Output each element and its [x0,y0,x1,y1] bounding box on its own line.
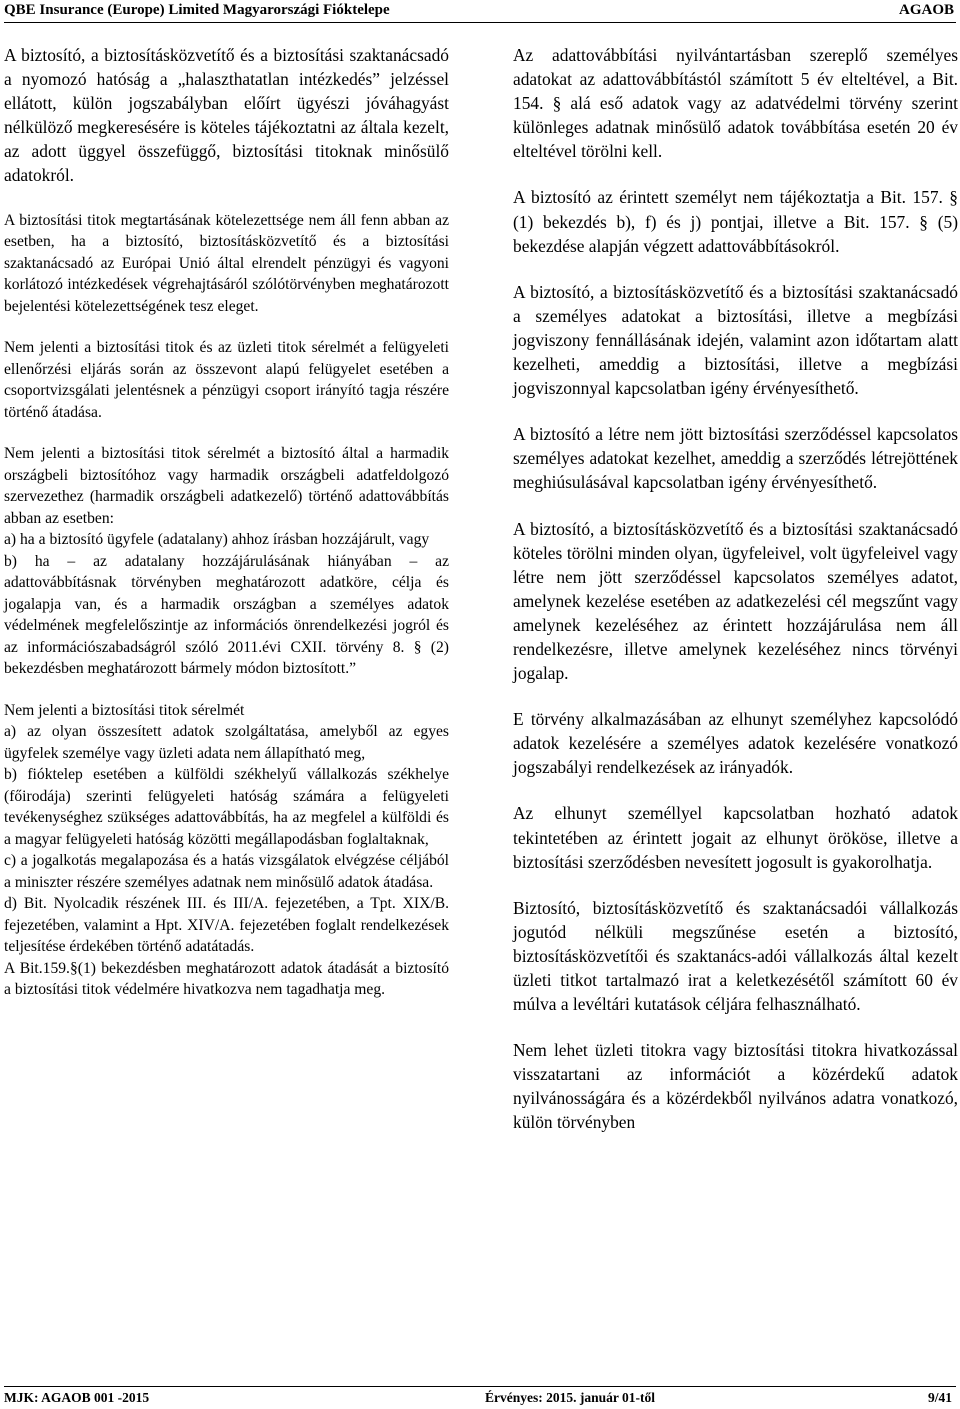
no-breach-intro: Nem jelenti a biztosítási titok sérelmét [4,701,245,719]
document-code: AGAOB [898,2,954,18]
paragraph-data-retention: A biztosító, a biztosításközvetítő és a biztosítási szaktanácsadó a személyes adatokat a biztosítási, illetve a megbízási jogviszony fennállásának idején, valamint azon időtartam alatt kezelheti, ameddig a biztosítási, illetve a megbízási jogviszonnyal kapcsolatban igény érvényesíthető. [513,281,958,399]
no-breach-item-c: c) a jogalkotás megalapozása és a hatás vizsgálatok elvégzése céljából a miniszter részére személyes adatnak nem minősülő adatok átadása. [4,852,449,891]
page-footer [4,1386,956,1409]
paragraph-deceased-rights: Az elhunyt személlyel kapcsolatban hozható adatok tekintetében az érintett jogait az elhunyt örököse, illetve a biztosítási szerződésben nevesített jogosult is gyakorolhatja. [513,803,958,872]
no-breach-item-e: A Bit.159.§(1) bekezdésben meghatározott adatok átadását a biztosító a biztosítási titok védelmére hivatkozva nem tagadhatja meg. [4,959,449,999]
paragraph-third-country-transfer [4,443,449,680]
no-breach-item-d: d) Bit. Nyolcadik részének III. és III/A. fejezetében, a Tpt. XIX/B. fejezetében, valamint a Hpt. XIV/A. fejezetében foglalt rendelkezések teljesítése érdekében történő adatátadás. [4,895,449,956]
transfer-intro: Nem jelenti a biztosítási titok sérelmét a biztosító által a harmadik országbeli biztosítóhoz vagy harmadik országbeli adatfeldolgozó szervezethez (harmadik országbeli adatkezelő) történő adattovábbítás abban az esetben: [4,445,449,527]
footer-document-id: MJK: AGAOB 001 -2015 [4,1390,150,1405]
paragraph-deletion-periods: Az adattovábbítási nyilvántartásban szereplő személyes adatokat az adattovábbítástól számított 5 év elteltével, a Bit. 154. § alá eső adatok vagy az adatvédelmi törvény szerint különleges adatnak minősülő adatok továbbítása esetén 20 év elteltével törölni kell. [513,45,958,162]
paragraph-archive-use: Biztosító, biztosításközvetítő és szaktanácsadói vállalkozás jogutód nélküli megszűnése esetén a biztosító, biztosításközvetítői és szaktanács-adói vállalkozás által kezelt üzleti titkot tartalmazó irat a keletkezésétől számított 60 év múlva a levéltári kutatások céljára felhasználható. [513,897,958,1015]
paragraph-failed-contract-data: A biztosító a létre nem jött biztosítási szerződéssel kapcsolatos személyes adatokat kezelhet, ameddig a szerződés létrejöttének meghiúsulásával kapcsolatban igény érvényesíthető. [513,424,958,493]
transfer-item-a: a) ha a biztosító ügyfele (adatalany) ahhoz írásban hozzájárult, vagy [4,531,430,549]
paragraph-no-notification: A biztosító az érintett személyt nem tájékoztatja a Bit. 157. § (1) bekezdés b), f) és j) pontjai, illetve a Bit. 157. § (5) bekezdése alapján végzett adattovábbításokról. [513,187,958,256]
paragraph-eu-sanctions-exception: A biztosítási titok megtartásának kötelezettsége nem áll fenn abban az esetben, ha a biztosító, biztosításközvetítő és a biztosítási szaktanácsadó az Európai Unió által elrendelt pénzügyi és vagyoni korlátozó intézkedések végrehajtásáról szólótörvényben meghatározott bejelentési kötelezettségének tesz eleget. [4,211,449,315]
page-header [4,0,956,23]
no-breach-item-a: a) az olyan összesített adatok szolgáltatása, amelyből az egyes ügyfelek személye vagy üzleti adata nem állapítható meg, [4,723,449,762]
transfer-item-b: b) ha – az adatalany hozzájárulásának hiányában – az adattovábbításnak törvényben meghatározott adatköre, célja és jogalapja van, és a harmadik országban a személyes adatok védelmének megfelelőszintje az információs önrendelkezési jogról és az információszabadságról szóló 2011.évi CXII. törvény 8. § (2) bekezdésben meghatározott bármely módon biztosított.” [4,552,449,678]
paragraph-investigation-disclosure: A biztosító, a biztosításközvetítő és a biztosítási szaktanácsadó a nyomozó hatóság a „halaszthatatlan intézkedés” jelzéssel ellátott, külön jogszabályban előírt ügyészi jóváhagyást nélkülöző megkeresésére is köteles tájékoztatni az általa kezelt, az adott üggyel összefüggő, biztosítási titoknak minősülő adatokról. [4,45,449,186]
paragraph-deletion-obligation: A biztosító, a biztosításközvetítő és a biztosítási szaktanácsadó köteles törölni minden olyan, ügyfeleivel, volt ügyfeleivel vagy létre nem jött szerződéssel kapcsolatos személyes adatot, amelynek kezelése esetében az adatkezelési cél megszűnt vagy amelynek kezeléséhez az érintett hozzájárulása nem áll rendelkezésre, illetve amelynek kezeléséhez nincs törvényi jogalap. [513,518,958,684]
paragraph-group-supervision: Nem jelenti a biztosítási titok és az üzleti titok sérelmét a felügyeleti ellenőrzési eljárás során az összevont alapú felügyelet esetében a csoportvizsgálati jelentésnek a pénzügyi csoport irányító tagja részére történő átadása. [4,339,449,421]
no-breach-item-b: b) fióktelep esetében a külföldi székhelyű vállalkozás székhelye (főirodája) szerinti felügyeleti hatóság számára a felügyeleti tevékenységhez szükséges adattovábbítás, ha az megfelel a külföldi és a magyar felügyeleti hatóság közötti megállapodásban foglaltaknak, [4,766,449,848]
right-column [513,43,958,1157]
footer-validity: Érvényes: 2015. január 01-től [485,1390,655,1405]
page-number: 9/41 [927,1390,952,1405]
company-name: QBE Insurance (Europe) Limited Magyarországi Fióktelepe [4,2,390,18]
paragraph-deceased-data: E törvény alkalmazásában az elhunyt személyhez kapcsolódó adatok kezelésére a személyes adatok kezelésére vonatkozó jogszabályi rendelkezések az irányadók. [513,709,958,778]
left-column [4,43,449,1001]
paragraph-public-interest-data: Nem lehet üzleti titokra vagy biztosítási titokra hivatkozással visszatartani az információt a közérdekű adatok nyilvánosságára és a közérdekből nyilvános adatra vonatkozó, külön törvényben [513,1040,958,1133]
paragraph-no-breach-list [4,700,449,1001]
